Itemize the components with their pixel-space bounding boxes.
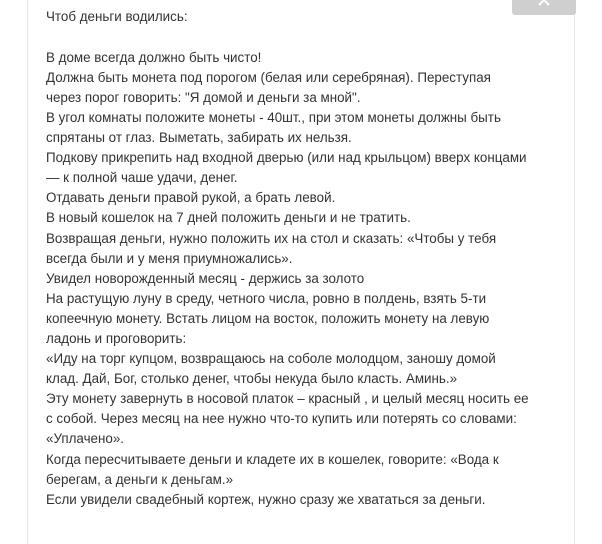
- post-line: Должна быть монета под порогом (белая или серебряная). Переступая: [46, 69, 491, 85]
- post-line: В угол комнаты положите монеты - 40шт., при этом монеты должны быть: [46, 109, 501, 125]
- post-line: «Иду на торг купцом, возвращаюсь на соболе молодцом, заношу домой: [46, 351, 496, 367]
- post-line: В новый кошелок на 7 дней положить деньги и не тратить.: [46, 210, 411, 226]
- post-line: копеечную монету. Встать лицом на восток, положить монету на левую: [46, 310, 490, 326]
- post-line: всегда были и у меня приумножались».: [46, 250, 293, 266]
- post-line: клад. Дай, Бог, столько денег, чтобы некуда было класть. Аминь.»: [46, 371, 458, 387]
- post-line: Отдавать деньги правой рукой, а брать левой.: [46, 190, 336, 206]
- post-line: Увидел новорожденный месяц - держись за золото: [46, 270, 365, 286]
- post-line: На растущую луну в среду, четного числа, ровно в полдень, взять 5-ти: [46, 290, 487, 306]
- post-title: Чтоб деньги водились:: [46, 9, 188, 24]
- post-line: Когда пересчитываете деньги и кладете их в кошелек, говорите: «Вода к: [46, 451, 499, 467]
- post-line: с собой. Через месяц на нее нужно что-то купить или потерять со словами:: [46, 411, 517, 427]
- post-line: Эту монету завернуть в носовой платок – красный , и целый месяц носить ее: [46, 391, 529, 407]
- post-line: Подкову прикрепить над входной дверью (или над крыльцом) вверх концами: [46, 150, 527, 166]
- post-line: Возвращая деньги, нужно положить их на стол и сказать: «Чтобы у тебя: [46, 230, 497, 246]
- post-body: [46, 7, 566, 510]
- post-line: В доме всегда должно быть чисто!: [46, 49, 262, 65]
- post-line: берегам, а деньги к деньгам.»: [46, 471, 234, 487]
- post-line: через порог говорить: "Я домой и деньги за мной".: [46, 89, 361, 105]
- post-line: Если увидели свадебный кортеж, нужно сразу же хвататься за деньги.: [46, 491, 486, 507]
- post-line: — к полной чаше удачи, денег.: [46, 170, 238, 186]
- post-line: спрятаны от глаз. Выметать, забирать их нельзя.: [46, 130, 352, 146]
- paragraph-gap: [46, 27, 566, 48]
- close-icon: [538, 0, 550, 6]
- post-line: «Уплачено».: [46, 431, 125, 447]
- post-line: ладонь и проговорить:: [46, 331, 187, 346]
